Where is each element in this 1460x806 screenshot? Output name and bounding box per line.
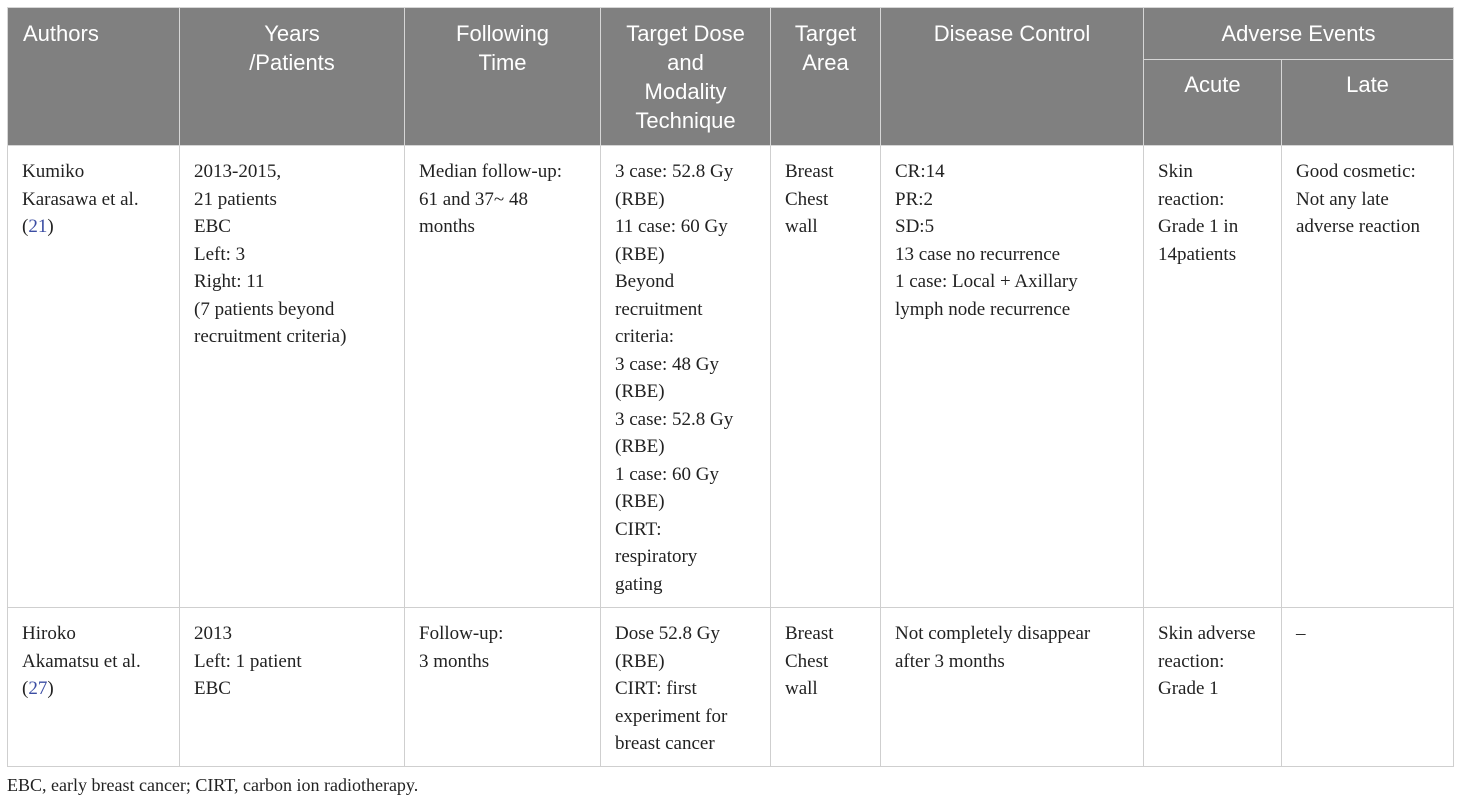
cell-line: months [419,216,475,237]
header-target-area [771,8,881,146]
header-late [1282,60,1454,146]
citation: (27) [22,678,54,699]
cell-target-area [771,146,881,608]
cell-line: Grade 1 [1158,678,1219,699]
cell-line: Right: 11 [194,271,265,292]
header-years-line: Years [264,21,320,46]
table-row [8,608,1454,767]
cell-line: EBC [194,216,231,237]
cell-disease-control [881,146,1144,608]
cell-line: EBC [194,678,231,699]
cell-line: 3 case: 48 Gy [615,353,719,375]
header-acute [1144,60,1282,146]
cell-line: lymph node recurrence [895,298,1071,320]
cell-line: adverse reaction [1296,216,1420,237]
header-target-dose [601,8,771,146]
studies-table [7,7,1454,767]
cell-line: Skin adverse [1158,623,1256,644]
cell-line: criteria: [615,326,675,347]
cell-line: (RBE) [615,381,665,402]
cell-line: Akamatsu et al. [22,650,141,672]
header-acute-label: Acute [1184,72,1241,97]
cell-line: reaction: [1158,188,1225,210]
cell-line: (RBE) [615,650,665,672]
cell-line: after 3 months [895,650,1005,672]
cell-target-dose [601,146,771,608]
cell-years-patients [180,146,405,608]
table-row [8,146,1454,608]
cell-line: PR:2 [895,188,934,210]
cell-line: Breast [785,161,834,182]
cell-line: 11 case: 60 Gy [615,216,728,237]
cell-following-time [405,608,601,767]
cell-line: reaction: [1158,650,1225,672]
cell-line: 3 case: 52.8 Gy [615,161,734,182]
cell-following-time [405,146,601,608]
cell-line: 2013 [194,623,232,644]
cell-line: Chest [785,650,829,672]
cell-line: Grade 1 in [1158,216,1239,237]
cell-line: Hiroko [22,623,76,644]
cell-line: (RBE) [615,188,665,210]
cell-line: 1 case: 60 Gy [615,463,719,485]
cell-line: gating [615,573,663,595]
cell-line: Not completely disappear [895,623,1091,644]
cell-line: respiratory [615,546,698,567]
cell-authors [8,146,180,608]
header-target-line: Target [794,21,857,46]
reference-link[interactable]: 21 [28,216,48,237]
cell-line: 61 and 37~ 48 [419,188,528,210]
cell-line: (7 patients beyond [194,298,335,320]
cell-line: Karasawa et al. [22,188,139,210]
header-years-patients [180,8,405,146]
cell-line: (RBE) [615,436,665,457]
cell-line: 2013-2015, [194,161,282,182]
cell-line: Not any late [1296,188,1389,210]
header-following-time [405,8,601,146]
cell-line: wall [785,678,818,699]
cell-line: recruitment [615,298,703,320]
cell-years-patients [180,608,405,767]
header-authors-label: Authors [23,21,99,46]
header-adverse-events-label: Adverse Events [1221,21,1376,46]
cell-line: Good cosmetic: [1296,161,1416,182]
cell-line: Chest [785,188,829,210]
citation: (21) [22,216,54,237]
header-target-dose-line-1: Target Dose [626,21,745,46]
cell-line: Beyond [615,271,675,292]
cell-late [1282,146,1454,608]
header-target-dose-line-4: Technique [635,108,736,133]
cell-line: – [1296,623,1306,644]
header-time-line: Time [478,50,527,75]
header-authors [8,8,180,146]
cell-line: 21 patients [194,188,277,210]
header-following-line: Following [456,21,549,46]
reference-link[interactable]: 27 [28,678,48,699]
cell-line: 13 case no recurrence [895,243,1061,265]
cell-line: breast cancer [615,733,715,754]
cell-line: experiment for [615,705,728,727]
cell-line: SD:5 [895,216,935,237]
cell-line: CIRT: first [615,678,697,699]
cell-line: Median follow-up: [419,161,563,182]
cell-authors [8,608,180,767]
cell-line: Dose 52.8 Gy [615,623,721,644]
header-disease-control-label: Disease Control [933,21,1091,46]
table-footnote: EBC, early breast cancer; CIRT, carbon ion radiotherapy. [7,775,419,795]
cell-disease-control [881,608,1144,767]
cell-line: CIRT: [615,518,662,540]
header-disease-control [881,8,1144,146]
header-target-dose-line-2: and [667,50,704,75]
cell-line: Follow-up: [419,623,504,644]
header-late-label: Late [1346,72,1389,97]
cell-line: 1 case: Local + Axillary [895,271,1078,292]
cell-line: CR:14 [895,161,945,182]
cell-acute [1144,146,1282,608]
cell-line: 14patients [1158,243,1237,265]
cell-acute [1144,608,1282,767]
header-adverse-events [1144,8,1454,60]
cell-line: (RBE) [615,491,665,512]
cell-target-dose [601,608,771,767]
cell-line: Skin [1158,161,1193,182]
cell-line: wall [785,216,818,237]
cell-target-area [771,608,881,767]
cell-line: Left: 1 patient [194,650,302,672]
cell-late [1282,608,1454,767]
header-patients-line: /Patients [249,50,335,75]
cell-line: 3 months [419,650,490,672]
cell-line: recruitment criteria) [194,326,347,347]
cell-line: Left: 3 [194,243,246,265]
cell-line: (RBE) [615,243,665,265]
cell-line: Breast [785,623,834,644]
cell-line: Kumiko [22,161,85,182]
cell-line: 3 case: 52.8 Gy [615,408,734,430]
header-row [8,8,1454,60]
header-area-line: Area [802,50,849,75]
header-target-dose-line-3: Modality [644,79,727,104]
